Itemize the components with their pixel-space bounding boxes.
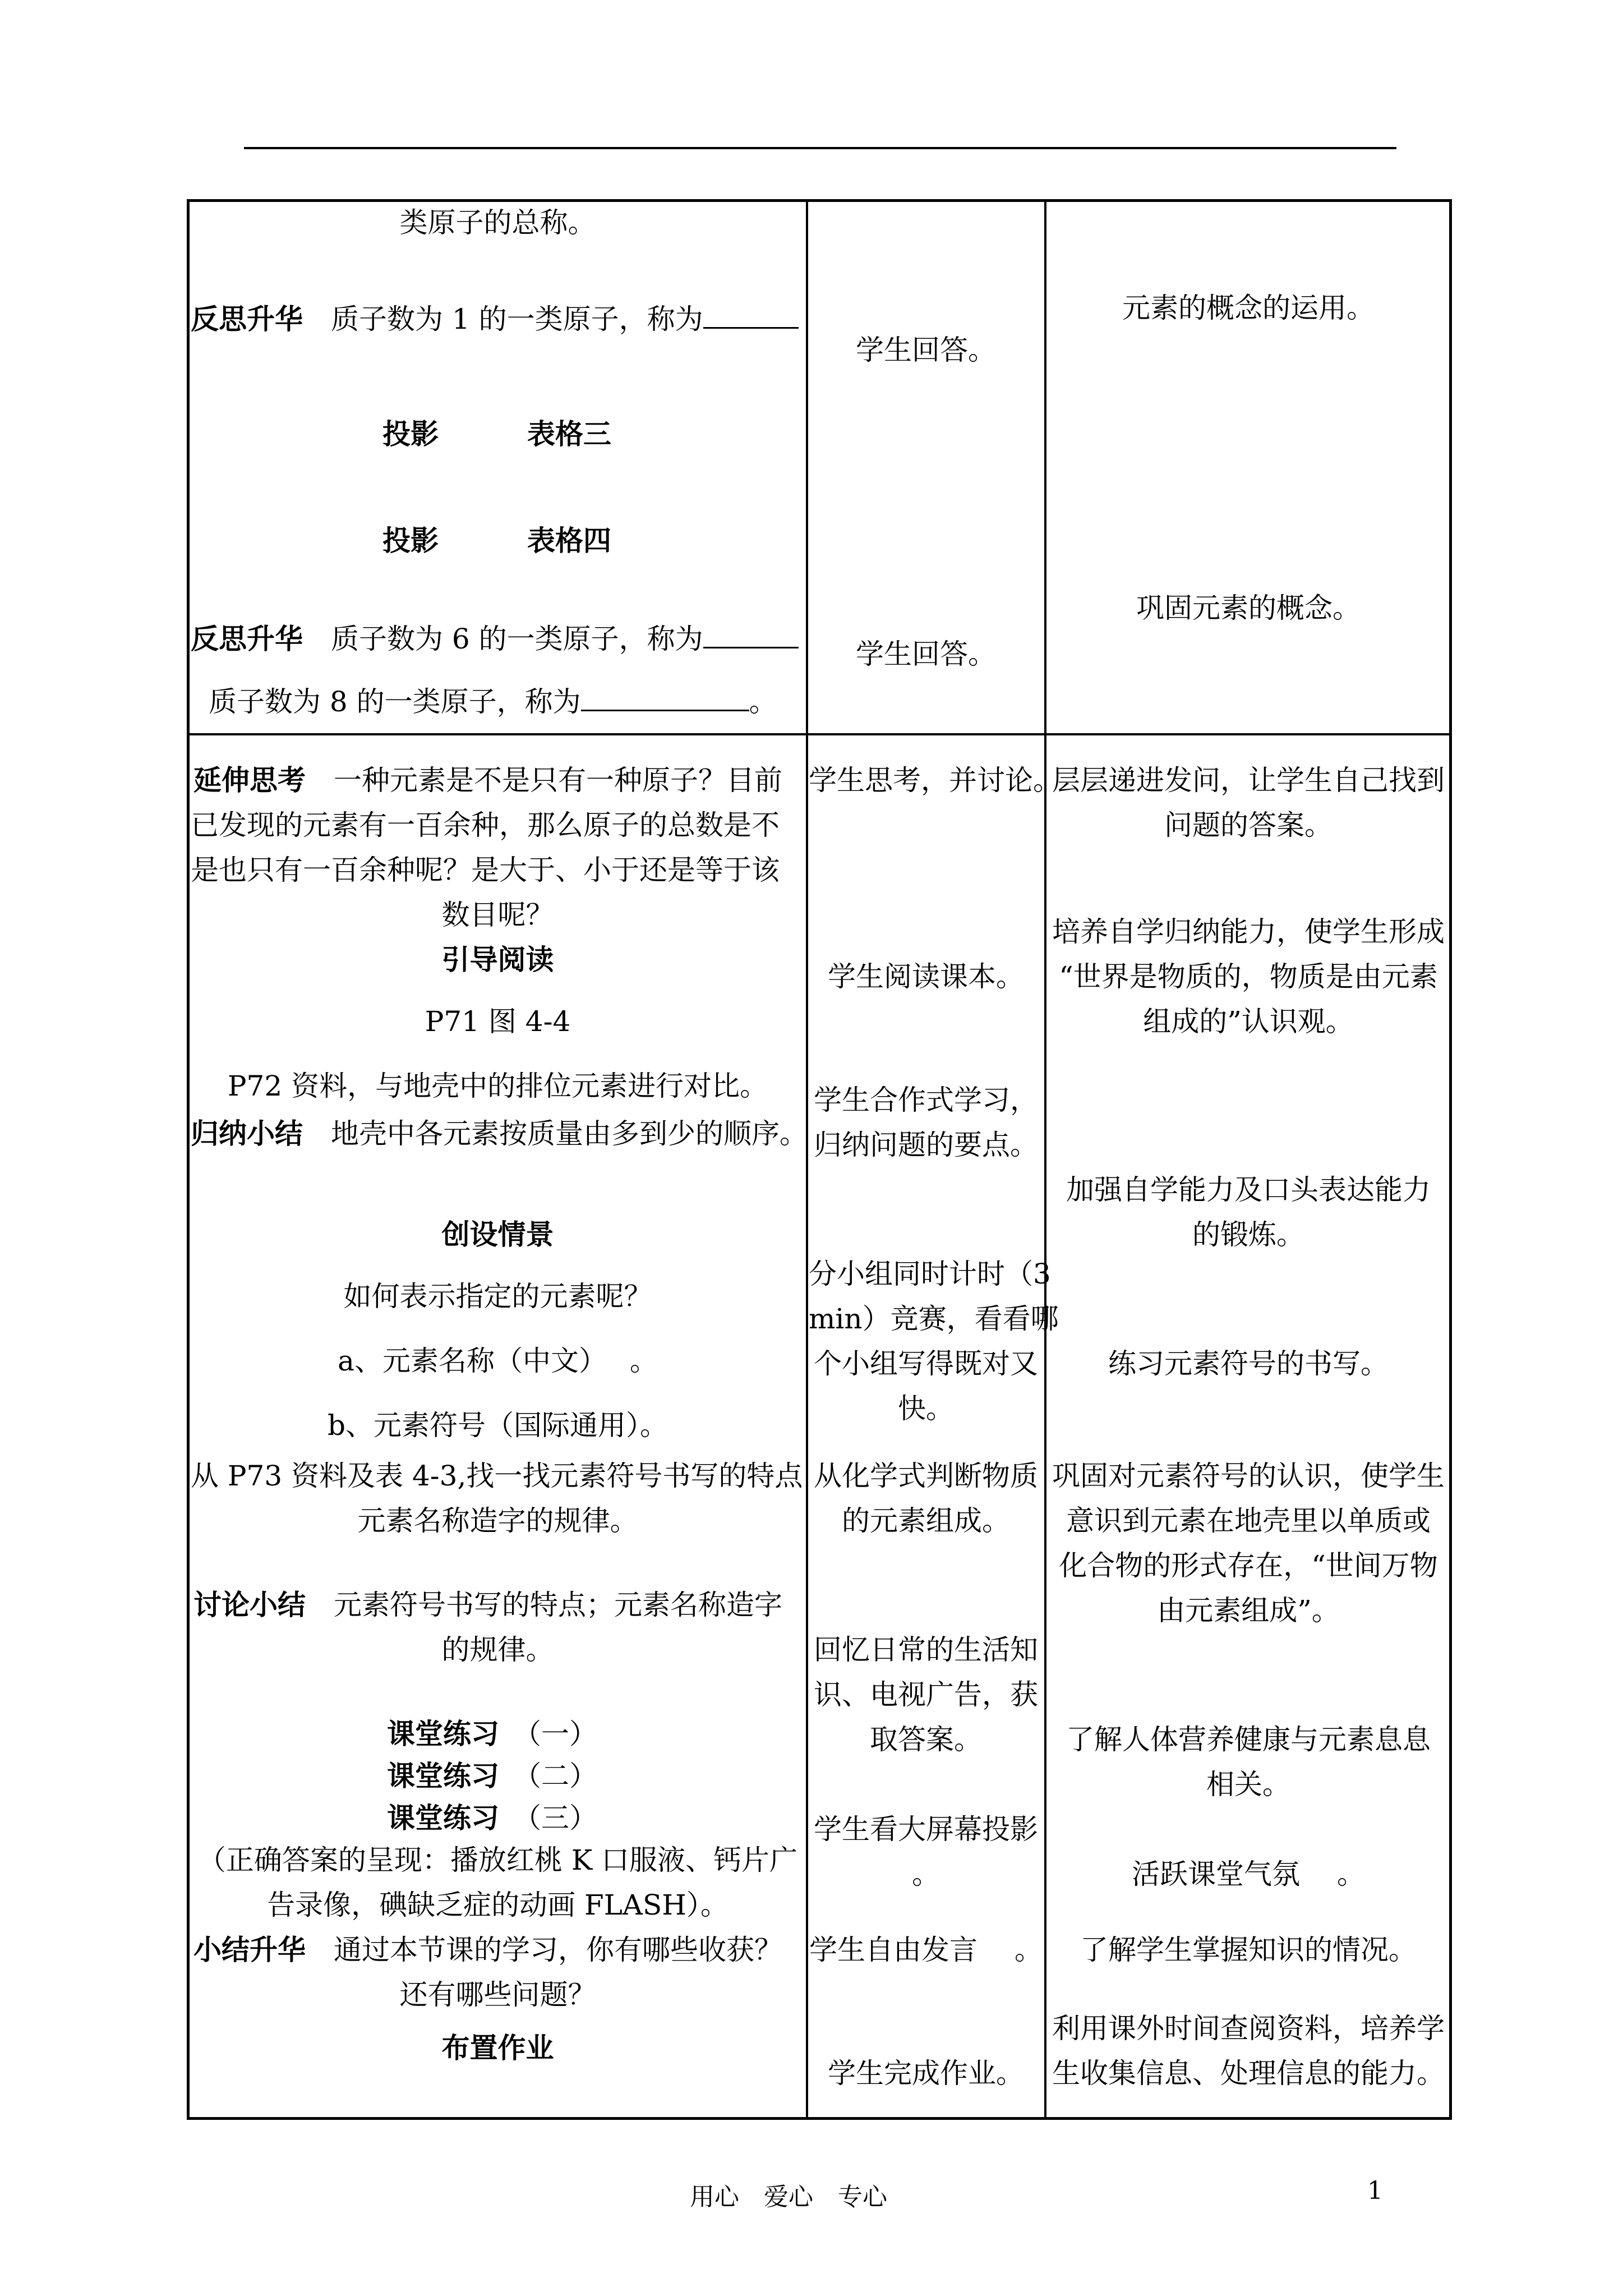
section-label: 延伸思考 bbox=[193, 763, 306, 797]
projection-label: 投影 bbox=[382, 417, 439, 450]
student-activity: 分小组同时计时（3 bbox=[809, 1258, 1051, 1290]
student-activity: 快。 bbox=[898, 1392, 954, 1425]
student-activity: 学生完成作业。 bbox=[828, 2057, 1024, 2090]
column-divider-1 bbox=[806, 199, 808, 2120]
section-label: 反思升华 bbox=[191, 622, 303, 655]
col1-line: （正确答案的呈现：播放红桃 K 口服液、钙片广 bbox=[197, 1844, 798, 1876]
col1-line: 小结升华 通过本节课的学习，你有哪些收获？ bbox=[193, 1933, 782, 1966]
design-intent: 活跃课堂气氛 。 bbox=[1132, 1858, 1365, 1890]
col1-line: 类原子的总称。 bbox=[399, 206, 596, 239]
student-activity: 学生回答。 bbox=[856, 334, 996, 366]
page-number: 1 bbox=[1367, 2177, 1383, 2205]
col1-line: 讨论小结 元素符号书写的特点；元素名称造字 bbox=[193, 1588, 782, 1621]
student-activity: 学生思考，并讨论。 bbox=[809, 764, 1061, 797]
col1-line bbox=[191, 617, 799, 661]
header-rule bbox=[244, 147, 1396, 149]
design-intent: 生收集信息、处理信息的能力。 bbox=[1052, 2057, 1445, 2090]
col1-line: 还有哪些问题？ bbox=[399, 1978, 596, 2011]
col1-line bbox=[191, 297, 799, 341]
student-activity: 。 bbox=[912, 1858, 940, 1890]
design-intent: 元素的概念的运用。 bbox=[1122, 292, 1375, 324]
section-label: 小结升华 bbox=[193, 1933, 306, 1966]
design-intent: 巩固对元素符号的认识，使学生 bbox=[1052, 1460, 1445, 1492]
question-text: 质子数为 1 的一类原子，称为 bbox=[331, 303, 703, 335]
projection-label: 投影 bbox=[382, 524, 439, 557]
col1-line: 数目呢？ bbox=[441, 899, 554, 931]
student-activity: min）竞赛，看看哪 bbox=[809, 1303, 1059, 1335]
col1-line: 如何表示指定的元素呢？ bbox=[343, 1280, 652, 1313]
student-activity: 识、电视广告，获 bbox=[814, 1678, 1038, 1711]
col1-line: 从 P73 资料及表 4-3,找一找元素符号书写的特点 bbox=[191, 1460, 803, 1492]
student-activity: 回忆日常的生活知 bbox=[814, 1634, 1038, 1666]
col1-line: 告录像，碘缺乏症的动画 FLASH）。 bbox=[267, 1889, 728, 1921]
design-intent: 练习元素符号的书写。 bbox=[1108, 1347, 1389, 1380]
section-label: 讨论小结 bbox=[193, 1588, 306, 1621]
design-intent: 问题的答案。 bbox=[1164, 809, 1332, 841]
design-intent: 了解人体营养健康与元素息息 bbox=[1066, 1723, 1431, 1756]
student-activity: 学生阅读课本。 bbox=[828, 960, 1024, 993]
exercise-line: 课堂练习 （一） bbox=[387, 1717, 597, 1750]
student-activity: 学生回答。 bbox=[856, 638, 996, 670]
student-activity: 学生自由发言 。 bbox=[809, 1934, 1043, 1966]
design-intent: 由元素组成”。 bbox=[1157, 1594, 1340, 1627]
col1-line: 已发现的元素有一百余种，那么原子的总数是不 bbox=[191, 809, 780, 841]
col1-line: 延伸思考 一种元素是不是只有一种原子？目前 bbox=[193, 763, 782, 797]
design-intent: 加强自学能力及口头表达能力 bbox=[1066, 1174, 1431, 1206]
question-text: 质子数为 8 的一类原子，称为 bbox=[209, 685, 581, 718]
design-intent: 化合物的形式存在，“世间万物 bbox=[1059, 1549, 1438, 1582]
answer-blank bbox=[581, 682, 749, 711]
question-text: 质子数为 6 的一类原子，称为 bbox=[331, 623, 703, 655]
projection-table: 表格三 bbox=[527, 417, 611, 450]
col1-line: b、元素符号（国际通用）。 bbox=[327, 1409, 668, 1442]
design-intent: 意识到元素在地壳里以单质或 bbox=[1066, 1504, 1431, 1537]
col1-line: 是也只有一百余种呢？是大于、小于还是等于该 bbox=[191, 854, 780, 886]
student-activity: 从化学式判断物质 bbox=[814, 1460, 1038, 1492]
student-activity: 学生看大屏幕投影 bbox=[814, 1813, 1038, 1846]
col1-line: 质子数为 8 的一类原子，称为 。 bbox=[209, 680, 777, 724]
design-intent: 的锻炼。 bbox=[1192, 1218, 1304, 1251]
section-heading: 布置作业 bbox=[441, 2031, 554, 2064]
section-heading: 引导阅读 bbox=[441, 943, 554, 976]
student-activity: 的元素组成。 bbox=[842, 1504, 1010, 1537]
design-intent: 层层递进发问，让学生自己找到 bbox=[1052, 764, 1445, 797]
col1-line: 元素名称造字的规律。 bbox=[357, 1504, 638, 1537]
student-activity: 学生合作式学习， bbox=[814, 1084, 1038, 1116]
section-heading: 创设情景 bbox=[441, 1218, 554, 1251]
projection-table: 表格四 bbox=[527, 524, 611, 557]
col1-line: P71 图 4-4 bbox=[425, 1005, 571, 1038]
column-divider-2 bbox=[1044, 199, 1046, 2120]
answer-blank bbox=[703, 619, 799, 648]
student-activity: 取答案。 bbox=[870, 1723, 982, 1756]
col1-line: 的规律。 bbox=[441, 1634, 554, 1666]
design-intent: 组成的”认识观。 bbox=[1143, 1005, 1354, 1038]
section-label: 归纳小结 bbox=[191, 1117, 303, 1150]
design-intent: 巩固元素的概念。 bbox=[1136, 592, 1361, 624]
footer-motto: 用心 爱心 专心 bbox=[690, 2183, 887, 2211]
exercise-line: 课堂练习 （二） bbox=[387, 1759, 597, 1792]
row-divider bbox=[187, 733, 1452, 735]
design-intent: 利用课外时间查阅资料，培养学 bbox=[1052, 2012, 1445, 2045]
design-intent: 了解学生掌握知识的情况。 bbox=[1080, 1934, 1417, 1966]
answer-blank bbox=[703, 299, 799, 329]
student-activity: 归纳问题的要点。 bbox=[814, 1129, 1038, 1161]
design-intent: 培养自学归纳能力，使学生形成 bbox=[1052, 915, 1445, 948]
design-intent: “世界是物质的，物质是由元素 bbox=[1059, 960, 1438, 993]
exercise-line: 课堂练习 （三） bbox=[387, 1801, 597, 1834]
section-label: 反思升华 bbox=[191, 302, 303, 335]
student-activity: 个小组写得既对又 bbox=[814, 1347, 1038, 1380]
col1-line: 归纳小结 地壳中各元素按质量由多到少的顺序。 bbox=[191, 1117, 808, 1150]
design-intent: 相关。 bbox=[1206, 1768, 1290, 1801]
col1-line: P72 资料，与地壳中的排位元素进行对比。 bbox=[227, 1070, 768, 1102]
col1-line: a、元素名称（中文） 。 bbox=[338, 1345, 658, 1377]
